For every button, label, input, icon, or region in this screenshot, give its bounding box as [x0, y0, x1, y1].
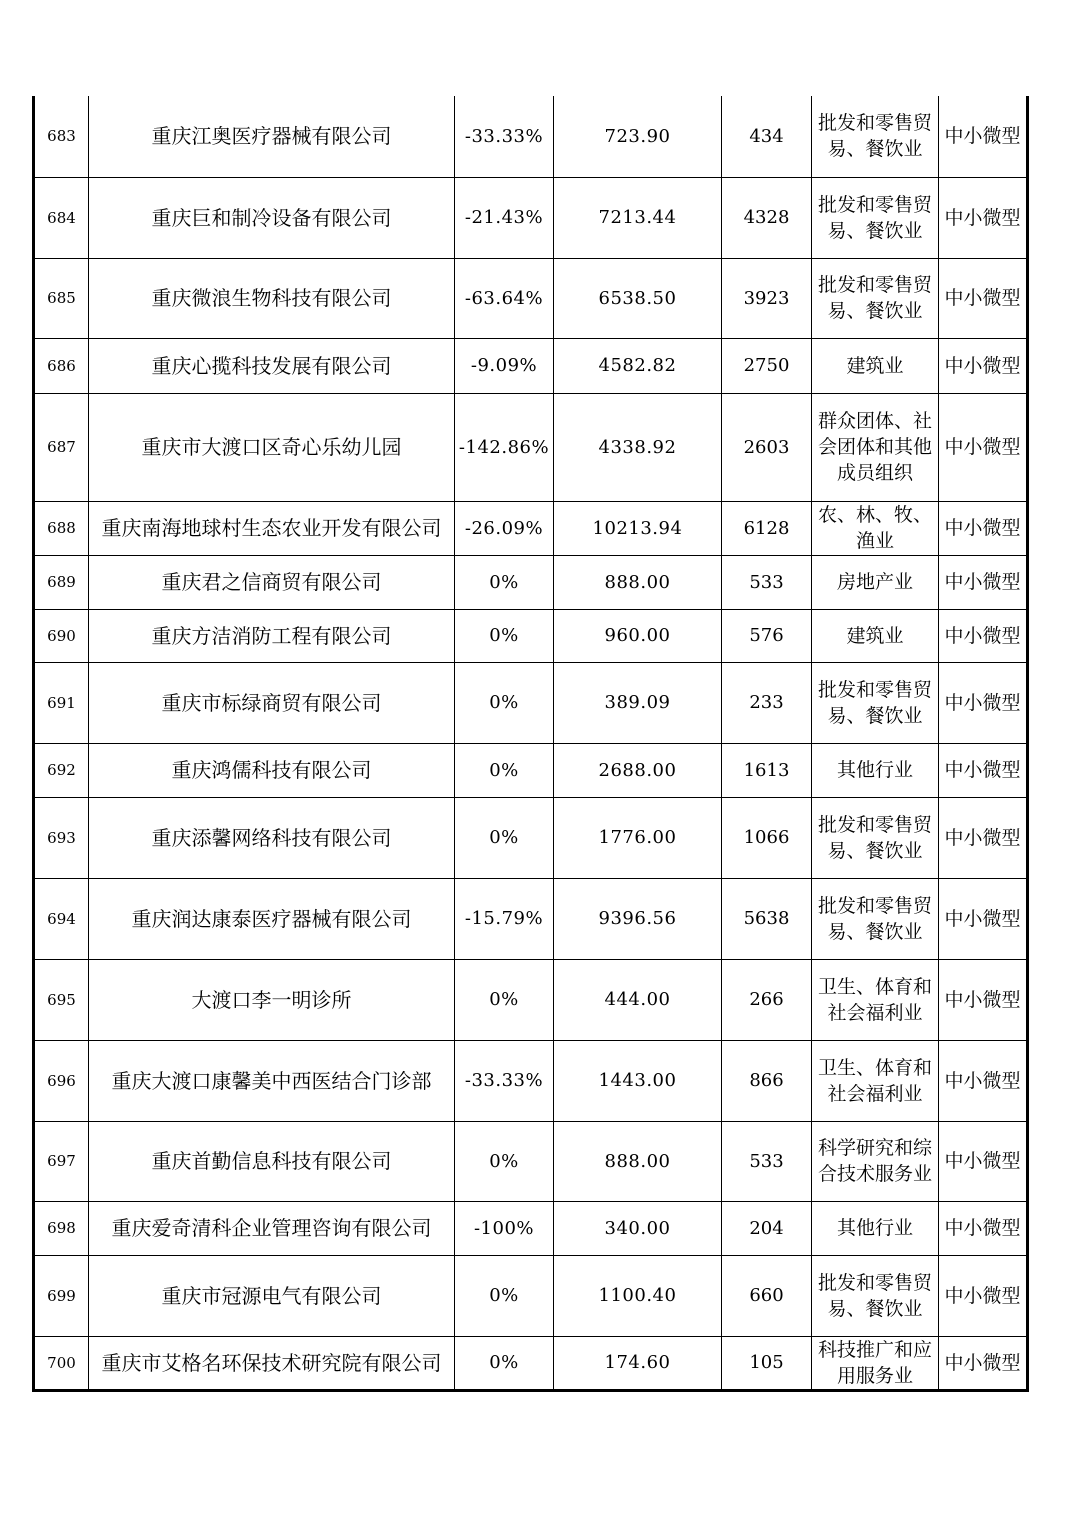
count-value-cell — [722, 1040, 812, 1121]
amount-value: 888.00 — [604, 1150, 671, 1172]
industry-category: 卫生、体育和社会福利业 — [817, 975, 932, 1024]
amount-value-cell — [554, 959, 722, 1040]
change-percent-cell — [455, 1336, 554, 1390]
enterprise-size: 中小微型 — [944, 691, 1021, 714]
amount-value-cell — [554, 743, 722, 797]
count-value-cell — [722, 797, 812, 878]
amount-value: 1443.00 — [598, 1070, 677, 1091]
row-number: 683 — [47, 127, 76, 146]
company-name: 重庆首勤信息科技有限公司 — [151, 1149, 392, 1173]
company-name-cell — [89, 177, 455, 258]
enterprise-size-cell — [939, 662, 1028, 743]
table-row — [34, 338, 1028, 393]
enterprise-size: 中小微型 — [944, 759, 1021, 781]
change-percent: 0% — [489, 759, 519, 781]
count-value-cell — [722, 338, 812, 393]
table-row — [34, 609, 1028, 662]
industry-category: 农、林、牧、渔业 — [817, 504, 932, 552]
row-number: 700 — [47, 1353, 76, 1372]
count-value: 266 — [749, 989, 784, 1010]
count-value-cell — [722, 1336, 812, 1390]
change-percent: -15.79% — [464, 908, 544, 929]
count-value-cell — [722, 177, 812, 258]
amount-value-cell — [554, 1336, 722, 1390]
enterprise-size: 中小微型 — [944, 1284, 1021, 1307]
change-percent: -33.33% — [464, 1070, 544, 1091]
amount-value: 4338.92 — [598, 436, 677, 458]
table-row — [34, 555, 1028, 609]
row-number-cell — [34, 258, 89, 338]
enterprise-size-cell — [939, 96, 1028, 177]
count-value: 233 — [749, 692, 784, 713]
count-value: 866 — [749, 1070, 784, 1091]
company-name-cell — [89, 1121, 455, 1201]
count-value: 5638 — [743, 908, 790, 929]
change-percent: -26.09% — [464, 517, 544, 539]
row-number-cell — [34, 555, 89, 609]
change-percent: 0% — [489, 989, 519, 1010]
company-name-cell — [89, 878, 455, 959]
count-value-cell — [722, 1255, 812, 1336]
count-value: 3923 — [743, 287, 790, 309]
change-percent-cell — [455, 1040, 554, 1121]
count-value-cell — [722, 609, 812, 662]
change-percent: -142.86% — [458, 436, 550, 458]
table-row — [34, 878, 1028, 959]
amount-value: 174.60 — [604, 1352, 671, 1373]
amount-value: 7213.44 — [598, 207, 677, 228]
amount-value: 888.00 — [604, 571, 671, 593]
company-name: 重庆润达康泰医疗器械有限公司 — [131, 906, 412, 931]
table-row — [34, 1201, 1028, 1255]
industry-category-cell — [812, 1336, 939, 1390]
table-row — [34, 662, 1028, 743]
company-name: 重庆心揽科技发展有限公司 — [151, 353, 392, 378]
change-percent-cell — [455, 797, 554, 878]
industry-category-cell — [812, 743, 939, 797]
count-value: 533 — [749, 571, 784, 593]
count-value-cell — [722, 1201, 812, 1255]
amount-value-cell — [554, 501, 722, 555]
change-percent: -33.33% — [464, 125, 544, 147]
industry-category: 批发和零售贸易、餐饮业 — [817, 1271, 932, 1320]
change-percent-cell — [455, 338, 554, 393]
company-name-cell — [89, 501, 455, 555]
company-name: 重庆大渡口康馨美中西医结合门诊部 — [111, 1068, 432, 1093]
enterprise-size: 中小微型 — [944, 988, 1021, 1011]
industry-category-cell — [812, 797, 939, 878]
company-name: 重庆南海地球村生态农业开发有限公司 — [101, 516, 442, 540]
change-percent: -9.09% — [470, 355, 538, 376]
row-number: 697 — [47, 1152, 76, 1170]
industry-category-cell — [812, 258, 939, 338]
amount-value-cell — [554, 338, 722, 393]
change-percent-cell — [455, 1255, 554, 1336]
change-percent-cell — [455, 743, 554, 797]
enterprise-size-cell — [939, 1040, 1028, 1121]
amount-value-cell — [554, 662, 722, 743]
row-number: 687 — [47, 438, 76, 456]
change-percent-cell — [455, 258, 554, 338]
change-percent-cell — [455, 177, 554, 258]
enterprise-size: 中小微型 — [944, 1217, 1021, 1239]
count-value: 6128 — [743, 517, 790, 539]
enterprise-size-cell — [939, 1255, 1028, 1336]
row-number: 699 — [47, 1286, 76, 1305]
count-value: 2603 — [743, 436, 790, 458]
count-value-cell — [722, 258, 812, 338]
row-number-cell — [34, 662, 89, 743]
count-value: 2750 — [743, 355, 790, 376]
company-name-cell — [89, 743, 455, 797]
enterprise-size: 中小微型 — [944, 624, 1021, 647]
table-row — [34, 1255, 1028, 1336]
amount-value-cell — [554, 258, 722, 338]
change-percent: 0% — [489, 625, 519, 646]
enterprise-size-cell — [939, 555, 1028, 609]
change-percent: -100% — [473, 1217, 535, 1239]
row-number: 686 — [47, 356, 76, 375]
row-number-cell — [34, 1201, 89, 1255]
industry-category-cell — [812, 96, 939, 177]
enterprise-size-cell — [939, 338, 1028, 393]
industry-category-cell — [812, 177, 939, 258]
industry-category: 群众团体、社会团体和其他成员组织 — [817, 410, 932, 484]
company-name: 重庆市冠源电气有限公司 — [161, 1283, 382, 1308]
row-number: 691 — [47, 693, 76, 712]
enterprise-size-cell — [939, 501, 1028, 555]
industry-category: 其他行业 — [836, 759, 913, 781]
enterprise-size-cell — [939, 1336, 1028, 1390]
change-percent: 0% — [489, 827, 519, 848]
table-row — [34, 743, 1028, 797]
enterprise-size: 中小微型 — [944, 125, 1021, 148]
row-number-cell — [34, 878, 89, 959]
amount-value: 960.00 — [604, 625, 671, 646]
amount-value-cell — [554, 1040, 722, 1121]
industry-category: 卫生、体育和社会福利业 — [817, 1056, 932, 1105]
company-name-cell — [89, 1336, 455, 1390]
company-name: 重庆市标绿商贸有限公司 — [161, 690, 382, 715]
table-row — [34, 393, 1028, 501]
amount-value-cell — [554, 555, 722, 609]
row-number: 690 — [47, 626, 76, 645]
company-name: 重庆鸿儒科技有限公司 — [171, 758, 372, 782]
company-name: 重庆添馨网络科技有限公司 — [151, 825, 392, 850]
change-percent-cell — [455, 1201, 554, 1255]
count-value: 533 — [749, 1150, 784, 1172]
table-row — [34, 96, 1028, 177]
amount-value-cell — [554, 797, 722, 878]
row-number: 692 — [47, 761, 76, 779]
enterprise-size-cell — [939, 609, 1028, 662]
enterprise-size-cell — [939, 797, 1028, 878]
company-name: 重庆市大渡口区奇心乐幼儿园 — [141, 435, 402, 459]
amount-value: 10213.94 — [592, 517, 683, 539]
row-number: 684 — [47, 208, 76, 227]
change-percent-cell — [455, 1121, 554, 1201]
company-name-cell — [89, 393, 455, 501]
amount-value-cell — [554, 1255, 722, 1336]
enterprise-size: 中小微型 — [944, 1069, 1021, 1092]
industry-category: 建筑业 — [846, 354, 904, 377]
count-value-cell — [722, 393, 812, 501]
industry-category: 批发和零售贸易、餐饮业 — [817, 193, 932, 242]
amount-value: 9396.56 — [598, 908, 677, 929]
change-percent-cell — [455, 501, 554, 555]
company-name: 重庆巨和制冷设备有限公司 — [151, 205, 392, 230]
count-value: 105 — [749, 1352, 784, 1373]
change-percent-cell — [455, 959, 554, 1040]
amount-value: 6538.50 — [598, 287, 677, 309]
company-name: 重庆微浪生物科技有限公司 — [151, 286, 392, 310]
enterprise-size-cell — [939, 743, 1028, 797]
change-percent-cell — [455, 609, 554, 662]
amount-value: 4582.82 — [598, 355, 677, 376]
row-number: 689 — [47, 573, 76, 591]
change-percent: 0% — [489, 692, 519, 713]
industry-category: 批发和零售贸易、餐饮业 — [817, 112, 932, 161]
change-percent: 0% — [489, 1285, 519, 1306]
enterprise-size-cell — [939, 959, 1028, 1040]
industry-category: 批发和零售贸易、餐饮业 — [817, 678, 932, 727]
industry-category: 科学研究和综合技术服务业 — [817, 1137, 932, 1185]
amount-value: 723.90 — [604, 125, 671, 147]
count-value: 1613 — [743, 759, 790, 781]
enterprise-size: 中小微型 — [944, 1150, 1021, 1172]
count-value-cell — [722, 959, 812, 1040]
industry-category-cell — [812, 393, 939, 501]
row-number-cell — [34, 1040, 89, 1121]
industry-category: 其他行业 — [836, 1217, 913, 1239]
industry-category: 房地产业 — [836, 571, 913, 593]
table-row — [34, 258, 1028, 338]
amount-value: 444.00 — [604, 989, 671, 1010]
industry-category: 批发和零售贸易、餐饮业 — [817, 813, 932, 862]
enterprise-size: 中小微型 — [944, 907, 1021, 930]
company-name-cell — [89, 959, 455, 1040]
amount-value: 340.00 — [604, 1217, 671, 1239]
enterprise-size: 中小微型 — [944, 287, 1021, 309]
amount-value-cell — [554, 393, 722, 501]
enterprise-size-cell — [939, 878, 1028, 959]
enterprise-size-cell — [939, 1201, 1028, 1255]
company-table — [32, 96, 1029, 1392]
change-percent-cell — [455, 555, 554, 609]
enterprise-size: 中小微型 — [944, 436, 1021, 458]
row-number: 694 — [47, 909, 76, 928]
count-value: 204 — [749, 1217, 784, 1239]
industry-category-cell — [812, 662, 939, 743]
change-percent: 0% — [489, 1150, 519, 1172]
table-row — [34, 1336, 1028, 1390]
company-name-cell — [89, 1201, 455, 1255]
enterprise-size: 中小微型 — [944, 354, 1021, 377]
industry-category-cell — [812, 609, 939, 662]
enterprise-size-cell — [939, 1121, 1028, 1201]
industry-category-cell — [812, 878, 939, 959]
company-name: 重庆方洁消防工程有限公司 — [151, 623, 392, 648]
count-value: 434 — [749, 125, 784, 147]
row-number-cell — [34, 1255, 89, 1336]
row-number: 688 — [47, 519, 76, 537]
count-value-cell — [722, 743, 812, 797]
row-number: 695 — [47, 990, 76, 1009]
change-percent: 0% — [489, 1352, 519, 1373]
row-number-cell — [34, 338, 89, 393]
row-number-cell — [34, 1121, 89, 1201]
count-value: 660 — [749, 1285, 784, 1306]
change-percent: -63.64% — [464, 287, 544, 309]
amount-value: 1776.00 — [598, 827, 677, 848]
amount-value-cell — [554, 96, 722, 177]
industry-category-cell — [812, 1121, 939, 1201]
table-row — [34, 797, 1028, 878]
enterprise-size-cell — [939, 258, 1028, 338]
table-row — [34, 1121, 1028, 1201]
row-number: 685 — [47, 289, 76, 307]
company-name: 重庆君之信商贸有限公司 — [161, 570, 382, 594]
amount-value: 389.09 — [604, 692, 671, 713]
industry-category-cell — [812, 501, 939, 555]
row-number-cell — [34, 743, 89, 797]
table-row — [34, 501, 1028, 555]
industry-category: 建筑业 — [846, 624, 904, 647]
company-name-cell — [89, 662, 455, 743]
count-value: 1066 — [743, 827, 790, 848]
amount-value-cell — [554, 177, 722, 258]
count-value-cell — [722, 878, 812, 959]
industry-category-cell — [812, 1201, 939, 1255]
amount-value-cell — [554, 609, 722, 662]
row-number: 693 — [47, 828, 76, 847]
enterprise-size: 中小微型 — [944, 826, 1021, 849]
enterprise-size-cell — [939, 177, 1028, 258]
company-name: 重庆市艾格名环保技术研究院有限公司 — [101, 1350, 442, 1375]
change-percent-cell — [455, 96, 554, 177]
industry-category: 批发和零售贸易、餐饮业 — [817, 274, 932, 322]
table-row — [34, 1040, 1028, 1121]
industry-category-cell — [812, 1255, 939, 1336]
row-number-cell — [34, 609, 89, 662]
change-percent-cell — [455, 662, 554, 743]
industry-category-cell — [812, 338, 939, 393]
change-percent: -21.43% — [464, 207, 544, 228]
company-name: 大渡口李一明诊所 — [191, 987, 352, 1012]
company-name-cell — [89, 1040, 455, 1121]
company-name: 重庆江奥医疗器械有限公司 — [151, 124, 392, 149]
company-name-cell — [89, 96, 455, 177]
company-name-cell — [89, 1255, 455, 1336]
industry-category: 批发和零售贸易、餐饮业 — [817, 894, 932, 943]
count-value-cell — [722, 1121, 812, 1201]
company-name-cell — [89, 338, 455, 393]
industry-category-cell — [812, 555, 939, 609]
company-name-cell — [89, 555, 455, 609]
company-name-cell — [89, 797, 455, 878]
row-number-cell — [34, 797, 89, 878]
amount-value-cell — [554, 878, 722, 959]
company-name-cell — [89, 609, 455, 662]
count-value: 4328 — [743, 207, 790, 228]
enterprise-size-cell — [939, 393, 1028, 501]
row-number-cell — [34, 959, 89, 1040]
change-percent: 0% — [489, 571, 519, 593]
row-number: 696 — [47, 1071, 76, 1090]
row-number-cell — [34, 177, 89, 258]
enterprise-size: 中小微型 — [944, 1351, 1021, 1374]
industry-category-cell — [812, 959, 939, 1040]
table-row — [34, 177, 1028, 258]
change-percent-cell — [455, 878, 554, 959]
row-number-cell — [34, 1336, 89, 1390]
table-row — [34, 959, 1028, 1040]
amount-value: 2688.00 — [598, 759, 677, 781]
count-value: 576 — [749, 625, 784, 646]
row-number: 698 — [47, 1219, 76, 1237]
industry-category-cell — [812, 1040, 939, 1121]
amount-value-cell — [554, 1201, 722, 1255]
row-number-cell — [34, 501, 89, 555]
enterprise-size: 中小微型 — [944, 517, 1021, 539]
count-value-cell — [722, 662, 812, 743]
company-name: 重庆爱奇清科企业管理咨询有限公司 — [111, 1216, 432, 1240]
count-value-cell — [722, 501, 812, 555]
change-percent-cell — [455, 393, 554, 501]
count-value-cell — [722, 96, 812, 177]
enterprise-size: 中小微型 — [944, 206, 1021, 229]
industry-category: 科技推广和应用服务业 — [817, 1338, 932, 1387]
row-number-cell — [34, 96, 89, 177]
count-value-cell — [722, 555, 812, 609]
amount-value: 1100.40 — [598, 1285, 677, 1306]
row-number-cell — [34, 393, 89, 501]
amount-value-cell — [554, 1121, 722, 1201]
company-name-cell — [89, 258, 455, 338]
enterprise-size: 中小微型 — [944, 571, 1021, 593]
